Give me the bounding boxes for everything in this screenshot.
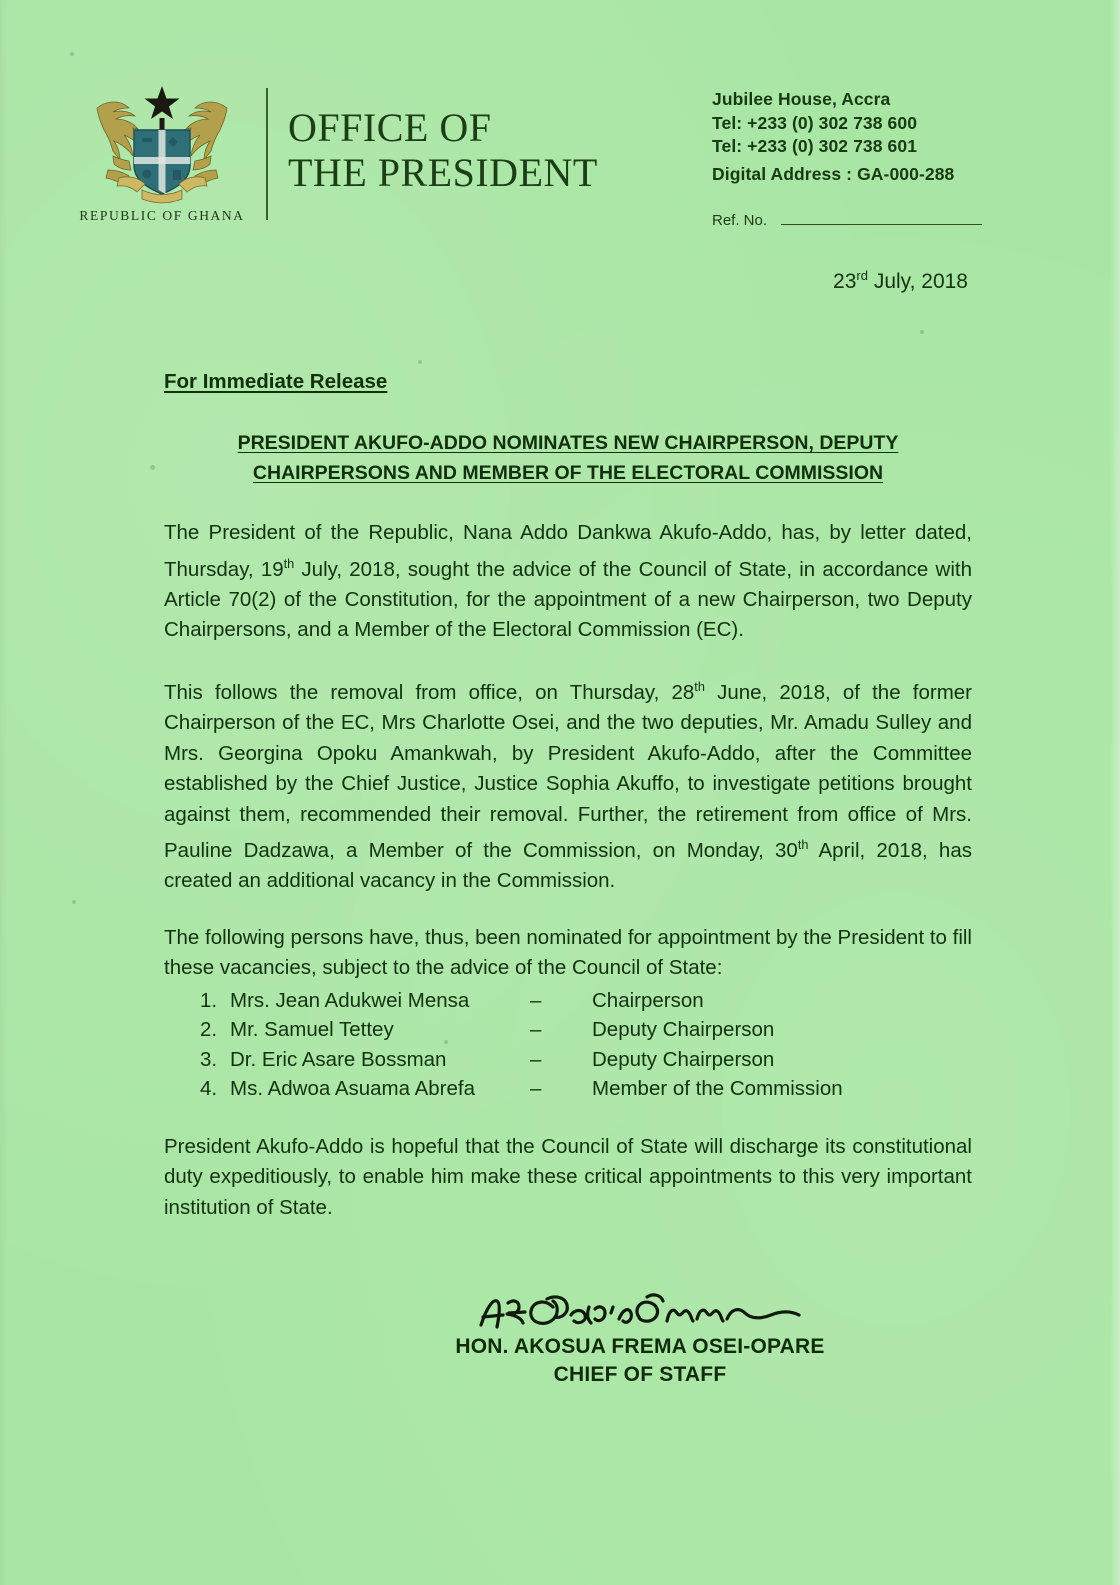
telephone-line-1: Tel: +233 (0) 302 738 600 — [712, 112, 918, 133]
paragraph-1-ordinal: th — [283, 555, 295, 571]
paragraph-4: President Akufo-Addo is hopeful that the Council of State will discharge its constitutional duty expeditiously, to enable him make these critical appointments to this very important institution of State. — [164, 1134, 972, 1219]
document-date — [833, 268, 968, 294]
paragraph-3: The following persons have, thus, been nominated for appointment by the President to fill these vacancies, subject to the advice of the Council of State: — [164, 925, 972, 980]
nominee-name: Mrs. Jean Adukwei Mensa — [230, 988, 470, 1012]
nominee-separator: – — [530, 1018, 542, 1042]
paragraph-2 — [164, 672, 972, 897]
office-title-line-1: OFFICE OF — [288, 105, 492, 150]
nominee-role: Deputy Chairperson — [592, 1018, 775, 1042]
scan-speck — [920, 330, 924, 334]
nominee-role: Member of the Commission — [592, 1077, 843, 1101]
list-item — [164, 1074, 972, 1104]
paragraph-2-ordinal-1: th — [694, 678, 705, 694]
digital-address-line: Digital Address : GA-000-288 — [712, 163, 955, 184]
list-item — [164, 1015, 972, 1045]
paragraph-2-ordinal-2: th — [797, 837, 809, 853]
date-day: 23 — [833, 270, 857, 293]
nominee-separator: – — [530, 1077, 542, 1101]
paragraph-1-part-a: The President of the Republic, Nana Addo Dankwa Akufo-Addo, has, by letter dated, Thursday, 19 — [164, 521, 972, 581]
nominee-separator: – — [530, 988, 542, 1012]
crest-caption: REPUBLIC OF GHANA — [79, 208, 245, 223]
list-item — [164, 1045, 972, 1075]
nominee-separator: – — [530, 1047, 542, 1071]
scan-speck — [72, 900, 76, 904]
nominee-name: Mr. Samuel Tettey — [230, 1018, 394, 1042]
nominee-role: Deputy Chairperson — [592, 1047, 775, 1071]
contact-block — [712, 88, 954, 186]
nominee-number: 2. — [200, 1018, 218, 1042]
nominee-name: Dr. Eric Asare Bossman — [230, 1047, 447, 1071]
paragraph-2-part-a: This follows the removal from office, on Thursday, 28 — [164, 680, 695, 704]
document-title-line-2: CHAIRPERSONS AND MEMBER OF THE ELECTORAL COMMISSION — [252, 462, 884, 484]
signatory-name: HON. AKOSUA FREMA OSEI-OPARE — [455, 1335, 825, 1358]
telephone-line-2: Tel: +233 (0) 302 738 601 — [712, 136, 918, 156]
scan-speck — [150, 465, 155, 470]
paragraph-1-part-b: July, 2018, sought the advice of the Council of State, in accordance with Article 70(2) of the Constitution, for the appointment of a new Chairperson, two Deputy Chairpersons, and a Member of the Electoral Commission (EC). — [164, 557, 972, 642]
coat-of-arms-block — [62, 78, 262, 224]
nominee-list — [164, 986, 972, 1104]
paragraph-1 — [164, 518, 972, 646]
signatory-role: CHIEF OF STAFF — [553, 1363, 727, 1386]
ghana-coat-of-arms-icon — [87, 78, 237, 206]
scan-speck — [418, 360, 422, 364]
reference-number-field — [712, 212, 982, 229]
document-title-line-1: PRESIDENT AKUFO-ADDO NOMINATES NEW CHAIRPERSON, DEPUTY — [237, 432, 899, 454]
letterhead — [0, 0, 1120, 250]
date-rest: July, 2018 — [867, 270, 968, 293]
paragraph-2-part-c: April, 2018, has created an additional vacancy in the Commission. — [164, 838, 972, 893]
paragraph-2-part-b: June, 2018, of the former Chairperson of the EC, Mrs Charlotte Osei, and the two deputies, Mr. Amadu Sulley and Mrs. Georgina Opoku Amankwah, by President Akufo-Addo, after the Committee established by the Chief Justice, Justice Sophia Akuffo, to investigate petitions brought against them, recommended their removal. Further, the retirement from office of Mrs. Pauline Dadzawa, a Member of the Commission, on Monday, 30 — [164, 680, 972, 862]
document-title — [173, 428, 963, 488]
date-ordinal: rd — [856, 268, 868, 283]
office-title — [288, 105, 598, 195]
list-item — [164, 986, 972, 1016]
document-body — [164, 370, 972, 1249]
signature-block — [0, 1285, 1120, 1389]
nominee-number: 4. — [200, 1077, 218, 1101]
nominee-name: Ms. Adwoa Asuama Abrefa — [230, 1077, 475, 1101]
address-line: Jubilee House, Accra — [712, 89, 891, 109]
nominee-number: 3. — [200, 1047, 218, 1071]
nominee-number: 1. — [200, 988, 218, 1012]
office-title-line-2: THE PRESIDENT — [288, 150, 598, 195]
reference-number-line — [781, 224, 982, 225]
reference-number-label: Ref. No. — [712, 212, 768, 229]
release-notice: For Immediate Release — [164, 370, 388, 393]
letterhead-divider — [266, 88, 268, 220]
nominee-role: Chairperson — [592, 988, 704, 1012]
